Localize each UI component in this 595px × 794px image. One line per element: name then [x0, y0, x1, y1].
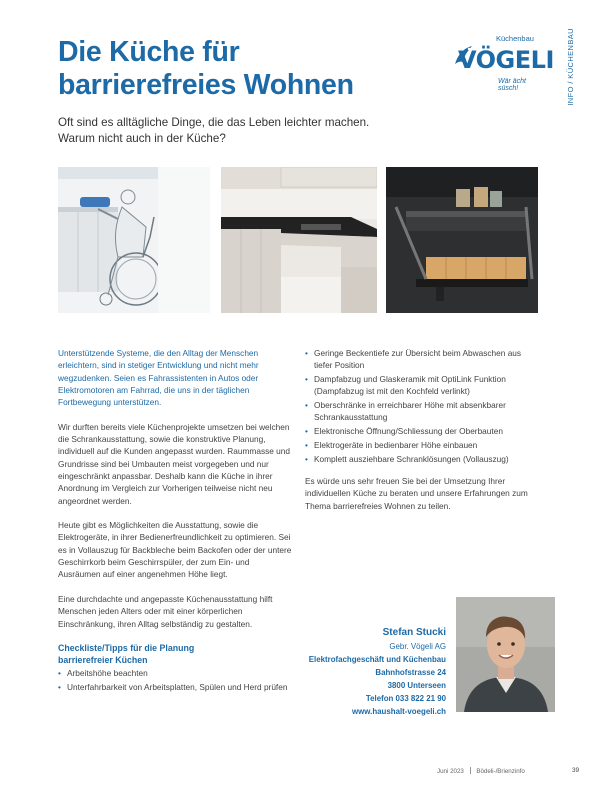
footer	[437, 767, 525, 775]
list-item: • Unterfahrbarkeit von Arbeitsplatten, Spülen und Herd prüfen	[58, 681, 292, 693]
footer-publication: Bödeli-/Brienzinfo	[476, 768, 525, 775]
intro-line2: Warum nicht auch in der Küche?	[58, 132, 226, 145]
footer-divider	[470, 767, 471, 774]
checklist-title	[58, 642, 292, 666]
wheelchair-kitchen-image	[58, 167, 210, 313]
list-item: • Oberschränke in erreichbarer Höhe mit absenkbarer Schrankausstattung	[305, 399, 541, 424]
checklist-title-line1: Checkliste/Tipps für die Planung	[58, 643, 195, 654]
contact-name: Stefan Stucki	[382, 627, 446, 638]
left-column	[58, 347, 292, 695]
page-title	[58, 36, 388, 102]
list-item: • Elektrogeräte in bedienbarer Höhe einbauen	[305, 439, 541, 451]
pulldown-cabinet-image	[386, 167, 538, 313]
body-paragraph-3: Eine durchdachte und angepasste Küchenausstattung hilft Menschen jeden Alters oder mit einer körperlichen Einschränkung, ihren Alltag selbständig zu gestalten.	[58, 593, 273, 629]
page-title-line1: Die Küche für	[58, 36, 240, 68]
logo-brand: VÖGELI	[458, 46, 554, 74]
lowered-kitchen-image	[221, 167, 377, 313]
body-paragraph-1: Wir durften bereits viele Küchenprojekte umsetzen bei welchen die Schrankausstattung, sowie die konstruktive Planung, individuell auf die Kunden angepasst wurden. Raummasse und Grundrisse sind bei Umbauten meist vorgegeben und nur eingeschränkt anpassbar. Deshalb kann die Küche in ihrer Anordnung im Vergleich zur Vorherigen teilweise nicht neu angeordnet werden.	[58, 421, 291, 506]
closing-paragraph: Es würde uns sehr freuen Sie bei der Umsetzung Ihrer individuellen Küche zu beraten und unsere Erfahrungen zum Thema barrierefreies Wohnen zu teilen.	[305, 476, 528, 511]
checklist-title-line2: barrierefreier Küchen	[58, 655, 148, 666]
intro-text	[58, 115, 398, 147]
contact-portrait	[456, 597, 555, 712]
footer-issue: Juni 2023	[437, 768, 464, 775]
checklist	[58, 667, 292, 693]
page-number: 39	[572, 767, 580, 774]
section-tab	[566, 28, 580, 133]
logo-top-text: Küchenbau	[496, 34, 534, 43]
list-item: • Komplett ausziehbare Schranklösungen (Vollauszug)	[305, 453, 541, 465]
section-tab-label: INFO / KÜCHENBAU	[566, 28, 575, 106]
contact-website[interactable]: www.haushalt-voegeli.ch	[352, 707, 446, 716]
list-item: • Arbeitshöhe beachten	[58, 667, 292, 679]
lead-paragraph: Unterstützende Systeme, die den Alltag der Menschen erleichtern, sind in stetiger Entwicklung und nicht mehr wegzudenken. Seien es Fahrassistenten in Autos oder Elektromotoren am Fahrrad, die uns in der täglichen Fortbewegung unterstützen.	[58, 348, 259, 408]
contact-block	[290, 626, 446, 718]
tips-list	[305, 347, 541, 465]
contact-business: Elektrofachgeschäft und Küchenbau	[308, 655, 446, 664]
intro-line1: Oft sind es alltägliche Dinge, die das Leben leichter machen.	[58, 116, 370, 129]
right-column	[305, 347, 541, 524]
contact-company: Gebr. Vögeli AG	[389, 642, 446, 651]
list-item: • Elektronische Öffnung/Schliessung der Oberbauten	[305, 425, 541, 437]
logo-slogan: Wär ächt süsch!	[498, 78, 527, 92]
body-paragraph-2: Heute gibt es Möglichkeiten die Ausstattung, sowie die Elektrogeräte, in ihrer Bedienerfreundlichkeit zu optimieren. Sei es in Vollauszug für Backbleche beim Backofen oder der untere Geschirrkorb beim Geschirrspüler, der zum Ein- und Ausräumen auf einer angenehmen Höhe liegt.	[58, 520, 292, 580]
list-item: • Geringe Beckentiefe zur Übersicht beim Abwaschen aus tiefer Position	[305, 347, 541, 372]
contact-street: Bahnhofstrasse 24	[375, 668, 446, 677]
contact-phone: Telefon 033 822 21 90	[365, 694, 446, 703]
page-title-line2: barrierefreies Wohnen	[58, 69, 354, 101]
voegeli-logo	[448, 34, 554, 98]
list-item: • Dampfabzug und Glaskeramik mit OptiLink Funktion (Dampfabzug ist mit den Kochfeld verlinkt)	[305, 373, 541, 398]
contact-city: 3800 Unterseen	[387, 681, 446, 690]
